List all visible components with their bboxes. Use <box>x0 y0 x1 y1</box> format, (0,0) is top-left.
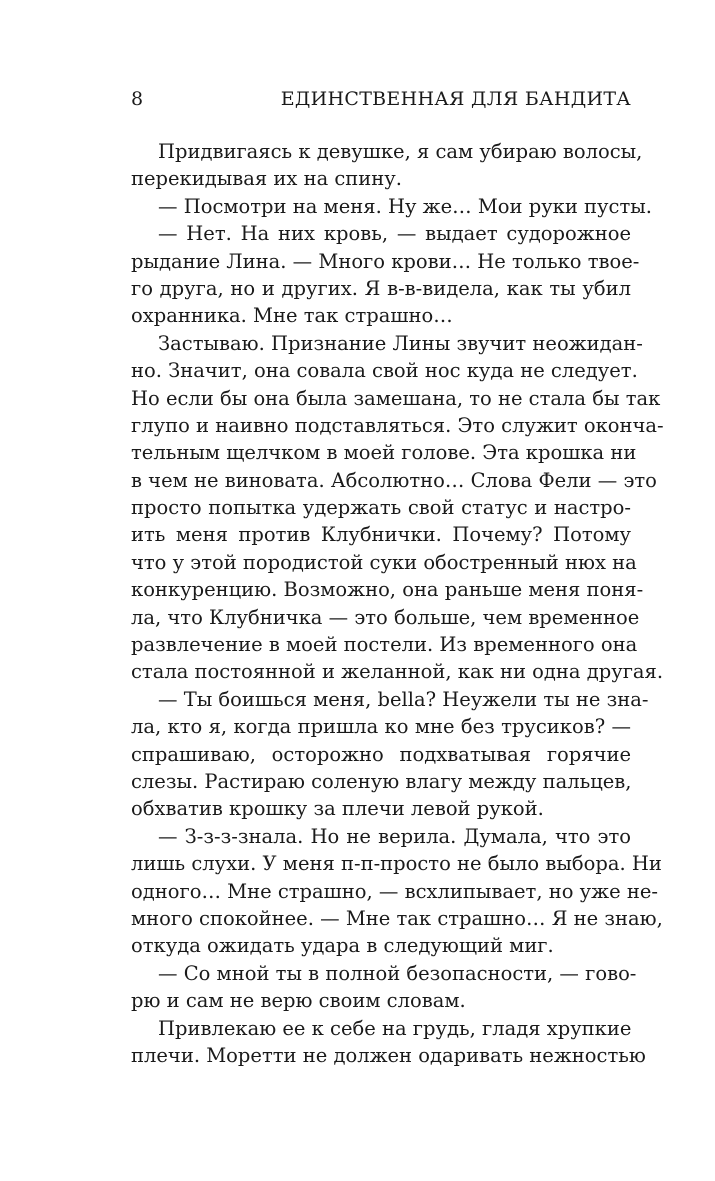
text-line: глупо и наивно подставляться. Это служит оконча- <box>131 413 664 437</box>
text-line: стала постоянной и желанной, как ни одна другая. <box>131 660 664 684</box>
running-title: ЕДИНСТВЕННАЯ ДЛЯ БАНДИТА <box>280 88 631 110</box>
text-line: перекидывая их на спину. <box>131 167 402 191</box>
text-line: слезы. Растираю соленую влагу между пальцев, <box>131 769 632 793</box>
text-line: рыдание Лина. — Много крови… Не только твое- <box>131 249 640 273</box>
text-line: спрашиваю, осторожно подхватывая горячие <box>131 742 631 766</box>
text-line: одного… Мне страшно, — всхлипывает, но уже не- <box>131 879 658 903</box>
text-line: — З-з-з-знала. Но не верила. Думала, что это <box>158 824 631 848</box>
text-line: что у этой породистой суки обостренный нюх на <box>131 550 637 574</box>
body-text <box>131 138 664 1069</box>
page-number: 8 <box>131 88 144 110</box>
text-line: — Ты боишься меня, bella? Неужели ты не зна- <box>158 687 649 711</box>
text-line: плечи. Моретти не должен одаривать нежностью <box>131 1043 646 1067</box>
text-line: го друга, но и других. Я в-в-видела, как ты убил <box>131 276 631 300</box>
text-line: откуда ожидать удара в следующий миг. <box>131 934 554 958</box>
text-line: но. Значит, она совала свой нос куда не следует. <box>131 359 638 383</box>
text-line: ла, кто я, когда пришла ко мне без трусиков? — <box>131 715 631 739</box>
text-line: охранника. Мне так страшно… <box>131 304 453 328</box>
text-line: ла, что Клубничка — это больше, чем временное <box>131 605 640 629</box>
text-line: — Со мной ты в полной безопасности, — гово- <box>158 961 637 985</box>
text-line: Но если бы она была замешана, то не стала бы так <box>131 386 661 410</box>
text-line: обхватив крошку за плечи левой рукой. <box>131 797 544 821</box>
text-line: рю и сам не верю своим словам. <box>131 989 466 1013</box>
text-line: много спокойнее. — Мне так страшно… Я не знаю, <box>131 906 663 930</box>
text-line: просто попытка удержать свой статус и настро- <box>131 496 631 520</box>
text-line: лишь слухи. У меня п-п-просто не было выбора. Ни <box>131 852 662 876</box>
text-line: Придвигаясь к девушке, я сам убираю волосы, <box>158 140 643 163</box>
text-line: ить меня против Клубнички. Почему? Потому <box>131 523 631 547</box>
text-line: развлечение в моей постели. Из временного она <box>131 633 638 657</box>
text-line: в чем не виновата. Абсолютно… Слова Фели — это <box>131 468 657 492</box>
text-line: Застываю. Признание Лины звучит неожидан- <box>158 331 643 355</box>
text-line: конкуренцию. Возможно, она раньше меня поня- <box>131 578 644 602</box>
text-line: — Посмотри на меня. Ну же… Мои руки пусты. <box>158 194 652 218</box>
text-line: — Нет. На них кровь, — выдает судорожное <box>158 222 631 246</box>
text-line: Привлекаю ее к себе на грудь, гладя хрупкие <box>158 1016 632 1040</box>
running-header <box>131 88 631 118</box>
text-line: тельным щелчком в моей голове. Эта крошка ни <box>131 441 637 465</box>
